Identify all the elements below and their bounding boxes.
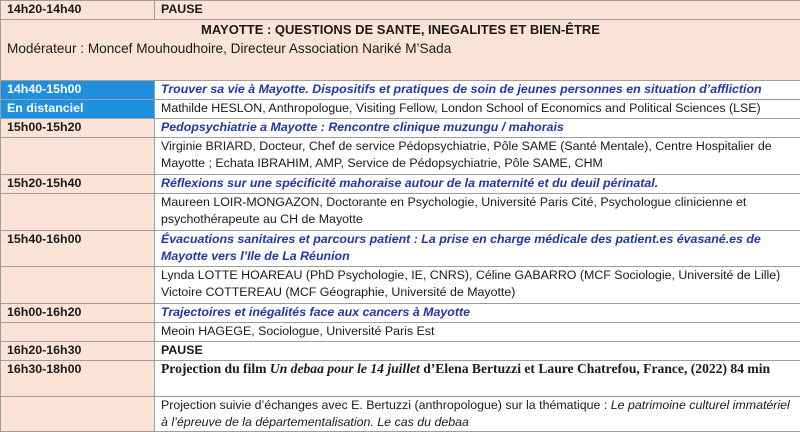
speakers: Virginie BRIARD, Docteur, Chef de service Pédopsychiatrie, Pôle SAME (Santé Mentale), Centre Hospitalier de Mayotte ; Echata IBRAHIM, AMP, Service de Pédopsychiatrie, Pôle SAME, CHM — [155, 138, 800, 175]
film-prefix: Projection du film — [161, 361, 270, 376]
discussion-text: Projection suivie d’échanges avec E. Bertuzzi (anthropologue) sur la thématique : — [161, 398, 611, 412]
session-title: MAYOTTE : QUESTIONS DE SANTE, INEGALITES ET BIEN-ÊTRE — [7, 20, 794, 38]
film-credits: d’Elena Bertuzzi et Laure Chatrefou, France, (2022) 84 min — [420, 361, 770, 376]
talk-row — [1, 119, 800, 138]
speakers-line: Victoire COTTEREAU (MCF Géographie, Université de Mayotte) — [161, 284, 794, 301]
speakers-line: Lynda LOTTE HOAREAU (PhD Psychologie, IE, CNRS), Céline GABARRO (MCF Sociologie, Université de Lille) — [161, 267, 794, 284]
session-header-row — [1, 20, 800, 81]
talk-title: Réflexions sur une spécificité mahoraise autour de la maternité et du deuil périnatal. — [155, 175, 800, 194]
pause-row — [1, 1, 800, 20]
speaker-row — [1, 323, 800, 342]
empty-cell — [1, 194, 155, 231]
empty-cell — [1, 397, 155, 432]
empty-cell — [1, 138, 155, 175]
pause-label: PAUSE — [155, 1, 800, 20]
discussion — [155, 397, 800, 432]
film-title: Un debaa pour le 14 juillet — [270, 361, 420, 376]
time-cell: 16h00-16h20 — [1, 304, 155, 323]
speakers: Mathilde HESLON, Anthropologue, Visiting Fellow, London School of Economics and Political Sciences (LSE) — [155, 100, 800, 119]
discussion-row — [1, 397, 800, 432]
speaker-row — [1, 267, 800, 304]
talk-title: Trouver sa vie à Mayotte. Dispositifs et pratiques de soin de jeunes personnes en situation d’affliction — [155, 81, 800, 100]
talk-row — [1, 231, 800, 267]
film-projection — [155, 361, 800, 397]
time-cell: 15h40-16h00 — [1, 231, 155, 267]
speakers: Meoin HAGEGE, Sociologue, Université Paris Est — [155, 323, 800, 342]
talk-title: Trajectoires et inégalités face aux cancers à Mayotte — [155, 304, 800, 323]
talk-row — [1, 81, 800, 100]
speakers: Maureen LOIR-MONGAZON, Doctorante en Psychologie, Université Paris Cité, Psychologue clinicienne et psychothérapeute au CH de Mayotte — [155, 194, 800, 231]
empty-cell — [1, 323, 155, 342]
talk-row — [1, 304, 800, 323]
speaker-row — [1, 138, 800, 175]
remote-badge: En distanciel — [1, 100, 155, 119]
speakers — [155, 267, 800, 304]
talk-row — [1, 175, 800, 194]
discussion-theme: Le patrimoine culturel immatériel à l’épreuve de la départementalisation. Le cas du debaa — [161, 398, 790, 429]
time-cell: 15h00-15h20 — [1, 119, 155, 138]
pause-label: PAUSE — [155, 342, 800, 361]
pause-row — [1, 342, 800, 361]
session-header — [1, 20, 800, 81]
film-row — [1, 361, 800, 397]
speaker-row — [1, 100, 800, 119]
talk-title: Pedopsychiatrie a Mayotte : Rencontre clinique muzungu / mahorais — [155, 119, 800, 138]
time-cell: 16h30-18h00 — [1, 361, 155, 397]
time-cell: 16h20-16h30 — [1, 342, 155, 361]
empty-cell — [1, 267, 155, 304]
talk-title: Évacuations sanitaires et parcours patient : La prise en charge médicale des patient.es évasané.es de Mayotte vers l’Ile de La Réunion — [155, 231, 800, 267]
moderator: Modérateur : Moncef Mouhoudhoire, Directeur Association Nariké M’Sada — [7, 40, 794, 57]
time-cell: 14h40-15h00 — [1, 81, 155, 100]
time-cell: 15h20-15h40 — [1, 175, 155, 194]
speaker-row — [1, 194, 800, 231]
time-cell: 14h20-14h40 — [1, 1, 155, 20]
